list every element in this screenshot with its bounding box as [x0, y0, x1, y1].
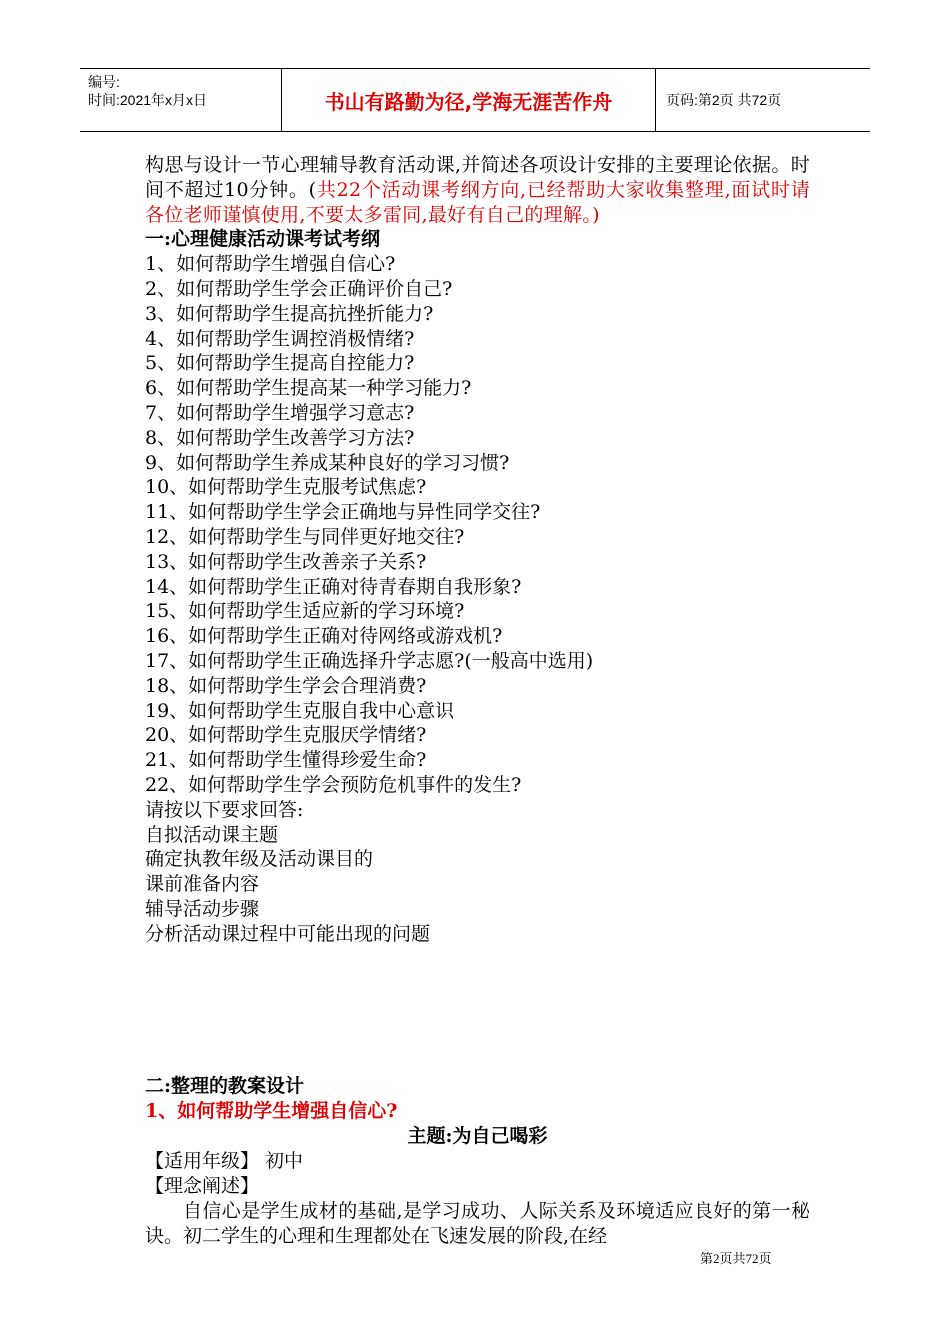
list-item: 确定执教年级及活动课目的 — [145, 848, 374, 871]
requirement-list — [145, 798, 810, 947]
list-item: 7、如何帮助学生增强学习意志? — [145, 401, 415, 424]
list-item: 17、如何帮助学生正确选择升学志愿?(一般高中选用) — [145, 649, 594, 672]
list-item: 13、如何帮助学生改善亲子关系? — [145, 550, 427, 573]
section1-title: 一:心理健康活动课考试考纲 — [145, 228, 381, 251]
list-item: 14、如何帮助学生正确对待青春期自我形象? — [145, 575, 522, 598]
main-content — [145, 153, 810, 947]
list-item: 课前准备内容 — [145, 873, 260, 896]
concept-heading: 【理念阐述】 — [145, 1175, 260, 1197]
list-item: 21、如何帮助学生懂得珍爱生命? — [145, 749, 427, 772]
page-header — [80, 68, 870, 132]
list-item: 16、如何帮助学生正确对待网络或游戏机? — [145, 625, 503, 648]
list-item: 9、如何帮助学生养成某种良好的学习习惯? — [145, 451, 510, 474]
list-item: 辅导活动步骤 — [145, 897, 260, 920]
intro-note: 共22个活动课考纲方向,已经帮助大家收集整理,面试时请各位老师谨慎使用,不要太多雷同,最好有自己的理解。) — [145, 178, 811, 226]
list-item: 20、如何帮助学生克服厌学情绪? — [145, 724, 427, 747]
list-item: 8、如何帮助学生改善学习方法? — [145, 426, 415, 449]
list-item: 10、如何帮助学生克服考试焦虑? — [145, 476, 427, 499]
grade-line: 【适用年级】 初中 — [145, 1150, 304, 1172]
list-item: 5、如何帮助学生提高自控能力? — [145, 352, 415, 375]
list-item: 自拟活动课主题 — [145, 823, 279, 846]
list-item: 11、如何帮助学生学会正确地与异性同学交往? — [145, 501, 541, 524]
header-page-label: 页码:第2页 共72页 — [666, 92, 782, 108]
number-label: 编号: — [88, 74, 120, 90]
list-item: 3、如何帮助学生提高抗挫折能力? — [145, 302, 434, 325]
list-item: 19、如何帮助学生克服自我中心意识 — [145, 699, 455, 722]
intro-text: 构思与设计一节心理辅导教育活动课,并简述各项设计安排的主要理论依据。时间不超过10分钟。( — [145, 154, 810, 201]
list-item: 22、如何帮助学生学会预防危机事件的发生? — [145, 773, 522, 796]
section2-subtitle: 1、如何帮助学生增强自信心? — [145, 1100, 398, 1122]
list-item: 分析活动课过程中可能出现的问题 — [145, 922, 431, 945]
list-item: 2、如何帮助学生学会正确评价自己? — [145, 277, 453, 300]
list-item: 6、如何帮助学生提高某一种学习能力? — [145, 377, 472, 400]
list-item: 1、如何帮助学生增强自信心? — [145, 253, 396, 276]
page-footer: 第2页共72页 — [700, 1251, 772, 1266]
concept-paragraph: 自信心是学生成材的基础,是学习成功、人际关系及环境适应良好的第一秘诀。初二学生的心理和生理都处在飞速发展的阶段,在经 — [145, 1200, 810, 1247]
topic-list — [145, 252, 810, 798]
header-meta — [80, 69, 282, 131]
list-item: 请按以下要求回答: — [145, 798, 304, 821]
section2-title: 二:整理的教案设计 — [145, 1075, 305, 1097]
lesson-theme: 主题:为自己喝彩 — [407, 1125, 548, 1147]
list-item: 4、如何帮助学生调控消极情绪? — [145, 327, 415, 350]
lesson-plan-section — [145, 1074, 810, 1249]
header-motto: 书山有路勤为径,学海无涯苦作舟 — [282, 69, 656, 131]
time-label: 时间:2021年x月x日 — [88, 92, 208, 108]
list-item: 12、如何帮助学生与同伴更好地交往? — [145, 525, 465, 548]
list-item: 18、如何帮助学生学会合理消费? — [145, 674, 427, 697]
list-item: 15、如何帮助学生适应新的学习环境? — [145, 600, 465, 623]
intro-paragraph — [145, 153, 810, 227]
